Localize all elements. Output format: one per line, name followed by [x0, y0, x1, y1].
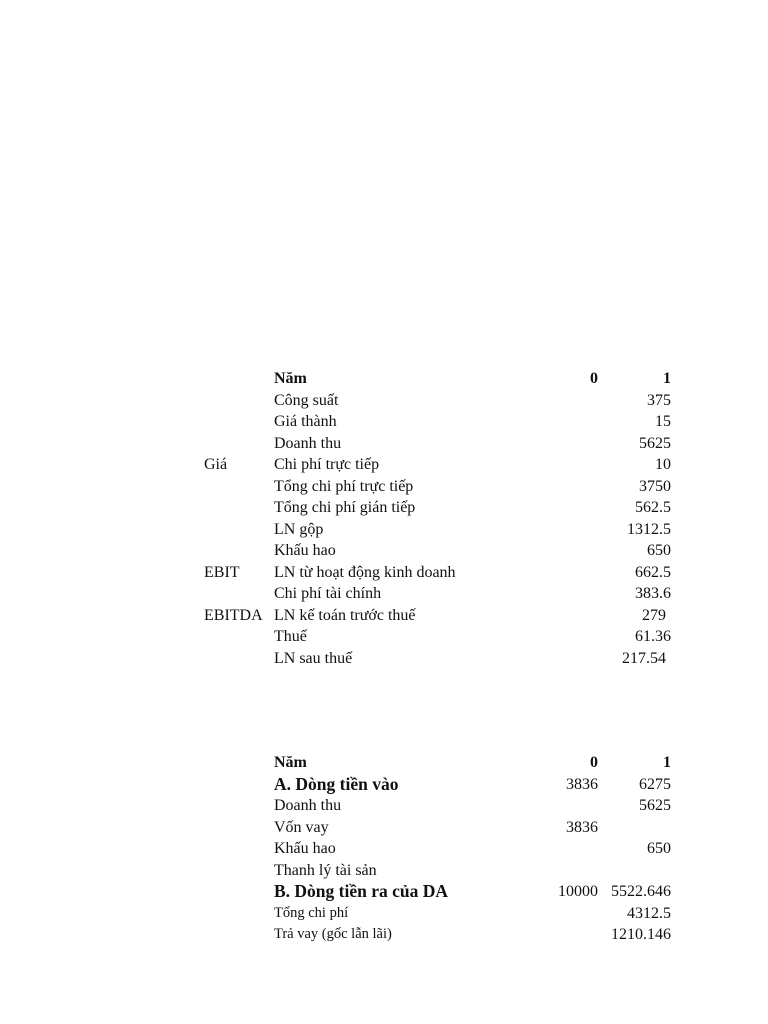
- row-label: Tổng chi phí gián tiếp: [274, 499, 416, 516]
- table-row: [0, 626, 768, 648]
- year-1-value: 383.6: [635, 585, 671, 602]
- table-row: [0, 648, 768, 670]
- row-label: Chi phí trực tiếp: [274, 456, 380, 473]
- row-label: Doanh thu: [274, 797, 342, 814]
- row-label: Khấu hao: [274, 542, 336, 559]
- row-label: Trả vay (gốc lẫn lãi): [274, 926, 392, 942]
- row-label: Giá thành: [274, 413, 337, 430]
- year-1-value: 10: [655, 456, 671, 473]
- income-statement-table: [0, 368, 768, 669]
- year-1-value: 279: [642, 606, 666, 624]
- table-row: [0, 774, 768, 796]
- table-row: [0, 476, 768, 498]
- row-label: Doanh thu: [274, 434, 342, 452]
- row-label: LN sau thuế: [274, 649, 353, 667]
- table-row: [0, 454, 768, 476]
- table-row: [0, 562, 768, 584]
- year-0-value: 10000: [558, 883, 598, 900]
- table-row: [0, 605, 768, 627]
- table-row: [0, 881, 768, 903]
- row-label: LN kế toán trước thuế: [274, 606, 416, 624]
- row-label: LN gộp: [274, 520, 324, 538]
- table-row: [0, 924, 768, 946]
- row-label: B. Dòng tiền ra của DA: [274, 881, 449, 901]
- year-1-value: 1210.146: [611, 926, 671, 943]
- table-row: [0, 497, 768, 519]
- row-label: Công suất: [274, 391, 339, 409]
- table-header-row: [0, 368, 768, 390]
- year-1-value: 3750: [639, 477, 671, 495]
- year-header-label: Năm: [274, 370, 307, 387]
- cashflow-table: [0, 752, 768, 946]
- side-label: Giá: [204, 456, 228, 473]
- table-row: [0, 860, 768, 882]
- table-row: [0, 540, 768, 562]
- year-1-value: 4312.5: [627, 904, 671, 922]
- year-1-value: 217.54: [622, 649, 666, 667]
- year-1-header: 1: [663, 754, 671, 771]
- year-0-header: 0: [590, 370, 598, 387]
- row-label: Vốn vay: [274, 818, 329, 836]
- year-1-value: 662.5: [635, 563, 671, 581]
- year-1-value: 650: [647, 542, 671, 559]
- year-1-value: 61.36: [635, 628, 671, 645]
- table-row: [0, 433, 768, 455]
- table-row: [0, 411, 768, 433]
- year-1-value: 562.5: [635, 499, 671, 516]
- table-row: [0, 390, 768, 412]
- table-row: [0, 903, 768, 925]
- year-header-label: Năm: [274, 754, 307, 771]
- row-label: A. Dòng tiền vào: [274, 773, 399, 794]
- side-label: EBITDA: [204, 606, 263, 624]
- row-label: Chi phí tài chính: [274, 585, 382, 602]
- year-1-value: 5625: [639, 434, 671, 452]
- row-label: Tổng chi phí trực tiếp: [274, 477, 414, 495]
- year-0-value: 3836: [566, 775, 598, 793]
- table-row: [0, 795, 768, 817]
- year-1-value: 5522.646: [611, 883, 671, 900]
- year-1-value: 6275: [639, 775, 671, 793]
- row-label: LN từ hoạt động kinh doanh: [274, 563, 456, 581]
- year-0-value: 3836: [566, 818, 598, 836]
- year-1-value: 650: [647, 840, 671, 857]
- row-label: Thanh lý tài sản: [274, 861, 377, 879]
- table-row: [0, 519, 768, 541]
- row-label: Khấu hao: [274, 840, 336, 857]
- year-1-value: 375: [647, 391, 671, 409]
- year-1-value: 15: [655, 413, 671, 430]
- table-row: [0, 817, 768, 839]
- year-0-header: 0: [590, 754, 598, 771]
- row-label: Thuế: [274, 628, 307, 645]
- table-row: [0, 838, 768, 860]
- row-label: Tổng chi phí: [274, 904, 349, 921]
- year-1-header: 1: [663, 370, 671, 387]
- table-header-row: [0, 752, 768, 774]
- year-1-value: 1312.5: [627, 520, 671, 538]
- table-row: [0, 583, 768, 605]
- year-1-value: 5625: [639, 797, 671, 814]
- side-label: EBIT: [204, 563, 240, 581]
